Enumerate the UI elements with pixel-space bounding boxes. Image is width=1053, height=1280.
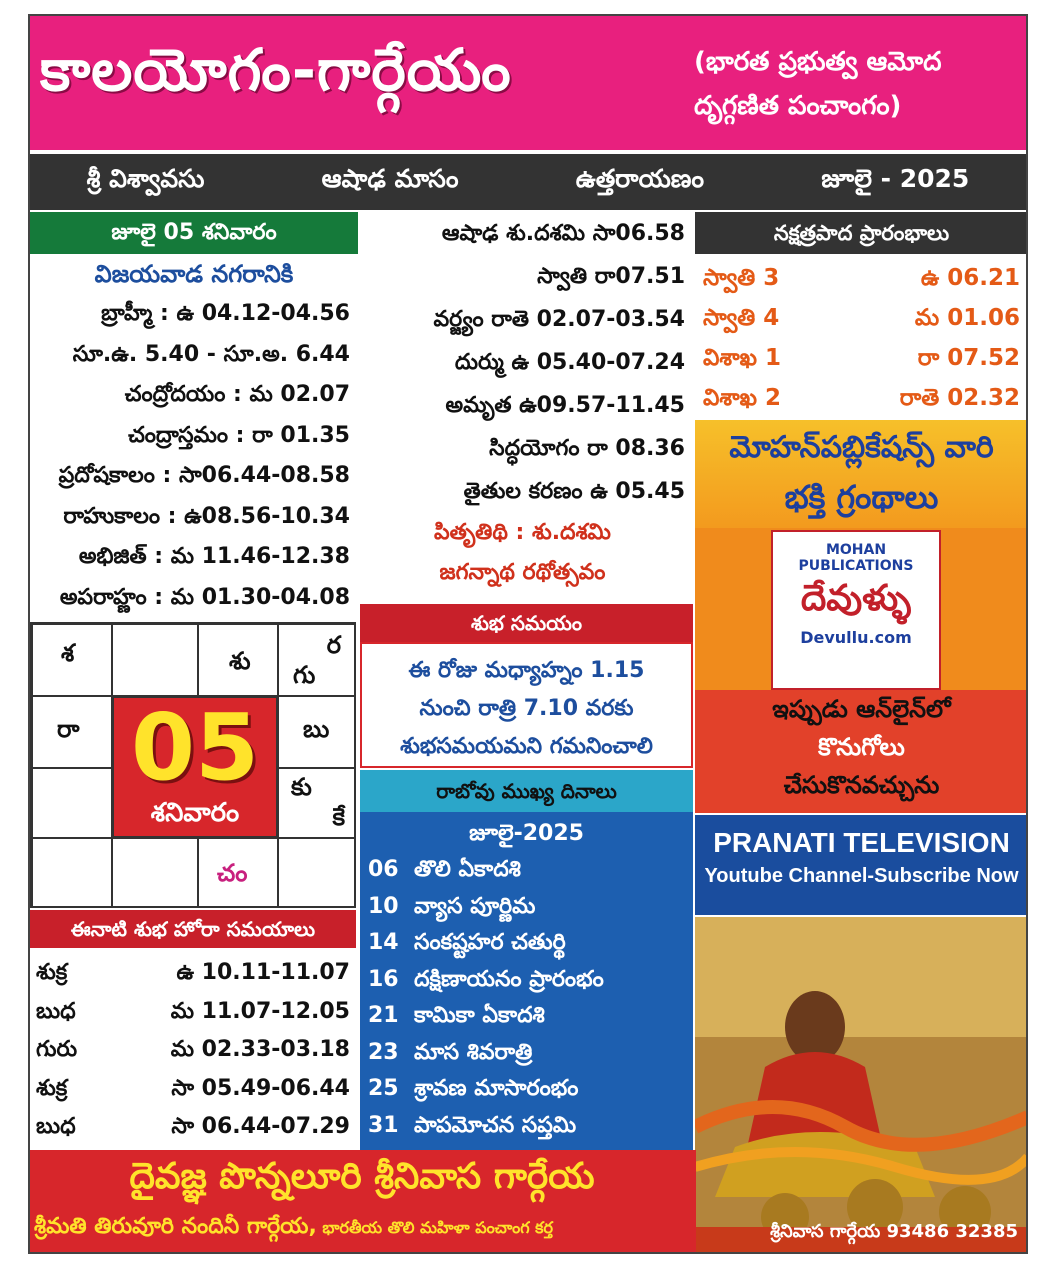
timing-line: అభిజిత్ : మ 11.46-12.38 xyxy=(78,544,350,569)
day-number: 21 xyxy=(368,1003,399,1028)
hora-planet: శుక్ర xyxy=(36,1075,68,1101)
festival-name: వ్యాస పూర్ణిమ xyxy=(414,893,536,919)
ad-line: చేసుకొనవచ్చును xyxy=(783,771,940,799)
hora-planet: బుధ xyxy=(36,1114,76,1139)
page-title: కాలయోగం-గార్గేయం xyxy=(40,36,512,104)
planet-label: శ xyxy=(61,639,75,667)
timing-line: రాహుకాలం : ఉ08.56-10.34 xyxy=(63,503,350,529)
day-number: 16 xyxy=(368,966,399,992)
hora-time: ఉ 10.11-11.07 xyxy=(176,960,350,985)
day-number: 25 xyxy=(368,1076,399,1101)
ad-line: కొనుగోలు xyxy=(818,733,905,761)
author-name: దైవజ్ఞ పొన్నలూరి శ్రీనివాస గార్గేయ xyxy=(129,1156,595,1197)
coauthor-name: శ్రీమతి తిరువూరి నందినీ గార్గేయ, xyxy=(34,1214,317,1239)
subtitle-line-1: (భారత ప్రభుత్వ ఆమోద xyxy=(694,47,942,77)
timing-line: అపరాహ్ణం : మ 01.30-04.08 xyxy=(59,584,350,610)
logo-publisher: MOHAN PUBLICATIONS xyxy=(798,542,914,574)
subha-line: శుభసమయమని గమనించాలి xyxy=(400,734,653,759)
planet-label: శు xyxy=(229,647,251,675)
panchang-line: స్వాతి రా07.51 xyxy=(537,264,685,289)
timing-line: సూ.ఉ. 5.40 - సూ.అ. 6.44 xyxy=(72,341,350,367)
subha-line: నుంచి రాత్రి 7.10 వరకు xyxy=(419,696,634,721)
planet-label: బు xyxy=(303,715,330,743)
nakshatra-time: రా 07.52 xyxy=(917,345,1020,371)
subtitle-line-2: దృగ్గణిత పంచాంగం) xyxy=(694,91,902,121)
festival-name: మాస శివరాత్రి xyxy=(414,1039,533,1065)
photo-caption: శ్రీనివాస గార్గేయ 93486 32385 xyxy=(770,1221,1018,1242)
festival-name: తొలి ఏకాదశి xyxy=(414,857,521,882)
ad-line: ఇప్పుడు ఆన్‌లైన్‌లో xyxy=(772,695,951,723)
tv-title: PRANATI TELEVISION xyxy=(713,827,1010,858)
samvatsara-label: శ్రీ విశ్వావసు xyxy=(86,164,205,193)
nakshatra-time: ఉ 06.21 xyxy=(920,265,1020,291)
nakshatra-name: విశాఖ 2 xyxy=(703,385,782,411)
festival-name: శ్రావణ మాసారంభం xyxy=(414,1076,579,1101)
date-number: 05 xyxy=(130,694,260,801)
upcoming-month: జూలై-2025 xyxy=(469,821,584,846)
ayanam-label: ఉత్తరాయణం xyxy=(575,164,705,193)
day-heading: జూలై 05 శనివారం xyxy=(30,212,358,254)
nakshatra-name: విశాఖ 1 xyxy=(703,345,782,371)
nakshatra-heading: నక్షత్రపాద ప్రారంభాలు xyxy=(695,212,1028,254)
panchang-line: ఆషాఢ శు.దశమి సా06.58 xyxy=(441,221,685,246)
panchang-line: సిద్ధయోగం రా 08.36 xyxy=(489,436,685,461)
hora-planet: శుక్ర xyxy=(36,960,68,985)
day-number: 31 xyxy=(368,1112,399,1138)
month-label: ఆషాఢ మాసం xyxy=(321,164,459,193)
nakshatra-name: స్వాతి 3 xyxy=(703,265,780,291)
logo-title: దేవుళ్ళు xyxy=(800,578,912,619)
festival-name: పాపమోచన సప్తమి xyxy=(414,1112,577,1138)
timing-line: బ్రాహ్మీ : ఉ 04.12-04.56 xyxy=(101,301,350,326)
day-number: 14 xyxy=(368,930,399,955)
coauthor-title: భారతీయ తొలి మహిళా పంచాంగ కర్త xyxy=(316,1218,554,1237)
hora-time: సా 06.44-07.29 xyxy=(171,1114,350,1139)
planet-label: చం xyxy=(217,859,248,887)
date-label: జూలై - 2025 xyxy=(821,164,970,193)
hora-planet: బుధ xyxy=(36,998,76,1024)
panchang-line: దుర్ము ఉ 05.40-07.24 xyxy=(454,350,685,375)
panchang-line: అమృత ఉ09.57-11.45 xyxy=(445,393,685,418)
page-border xyxy=(28,14,1028,1254)
planet-label: గు xyxy=(293,661,316,689)
tv-subscribe: Youtube Channel-Subscribe Now xyxy=(704,865,1019,887)
hora-time: మ 11.07-12.05 xyxy=(170,998,350,1024)
ad-title: మోహన్‌పబ్లికేషన్స్ వారి xyxy=(729,430,994,465)
hora-heading: ఈనాటి శుభ హోరా సమయాలు xyxy=(30,910,356,948)
hora-time: మ 02.33-03.18 xyxy=(170,1037,350,1062)
logo-site: Devullu.com xyxy=(800,628,912,647)
subha-heading: శుభ సమయం xyxy=(360,604,693,642)
ad-subtitle: భక్తి గ్రంథాలు xyxy=(784,478,939,516)
weekday-label: శనివారం xyxy=(150,798,240,828)
panchang-line: వర్జ్యం రాతె 02.07-03.54 xyxy=(433,307,685,332)
hora-time: సా 05.49-06.44 xyxy=(171,1075,350,1101)
hora-planet: గురు xyxy=(36,1037,78,1062)
pitru-tithi: పితృతిథి : శు.దశమి xyxy=(434,520,611,545)
day-number: 06 xyxy=(368,857,399,882)
festival-name: దక్షిణాయనం ప్రారంభం xyxy=(414,966,604,992)
timing-line: ప్రదోషకాలం : సా06.44-08.58 xyxy=(58,463,350,488)
upcoming-heading: రాబోవు ముఖ్య దినాలు xyxy=(360,770,693,812)
planet-label: కు xyxy=(291,773,312,801)
day-number: 10 xyxy=(368,893,399,919)
subha-line: ఈ రోజు మధ్యాహ్నం 1.15 xyxy=(408,658,645,683)
city-label: విజయవాడ నగరానికి xyxy=(94,260,294,288)
timing-line: చంద్రోదయం : మ 02.07 xyxy=(124,382,350,407)
day-number: 23 xyxy=(368,1039,399,1065)
festival-name: కామికా ఏకాదశి xyxy=(414,1003,545,1028)
timing-line: చంద్రాస్తమం : రా 01.35 xyxy=(128,422,350,448)
planet-label: కే xyxy=(332,803,345,831)
nakshatra-time: మ 01.06 xyxy=(914,305,1020,331)
planet-label: ర xyxy=(326,631,341,659)
nakshatra-name: స్వాతి 4 xyxy=(703,305,780,331)
festival-name: సంకష్టహర చతుర్థి xyxy=(414,930,566,955)
festival-note: జగన్నాథ రథోత్సవం xyxy=(439,560,606,585)
nakshatra-time: రాతె 02.32 xyxy=(899,385,1020,411)
panchang-line: తైతుల కరణం ఉ 05.45 xyxy=(463,479,685,504)
planet-label: రా xyxy=(57,715,80,743)
